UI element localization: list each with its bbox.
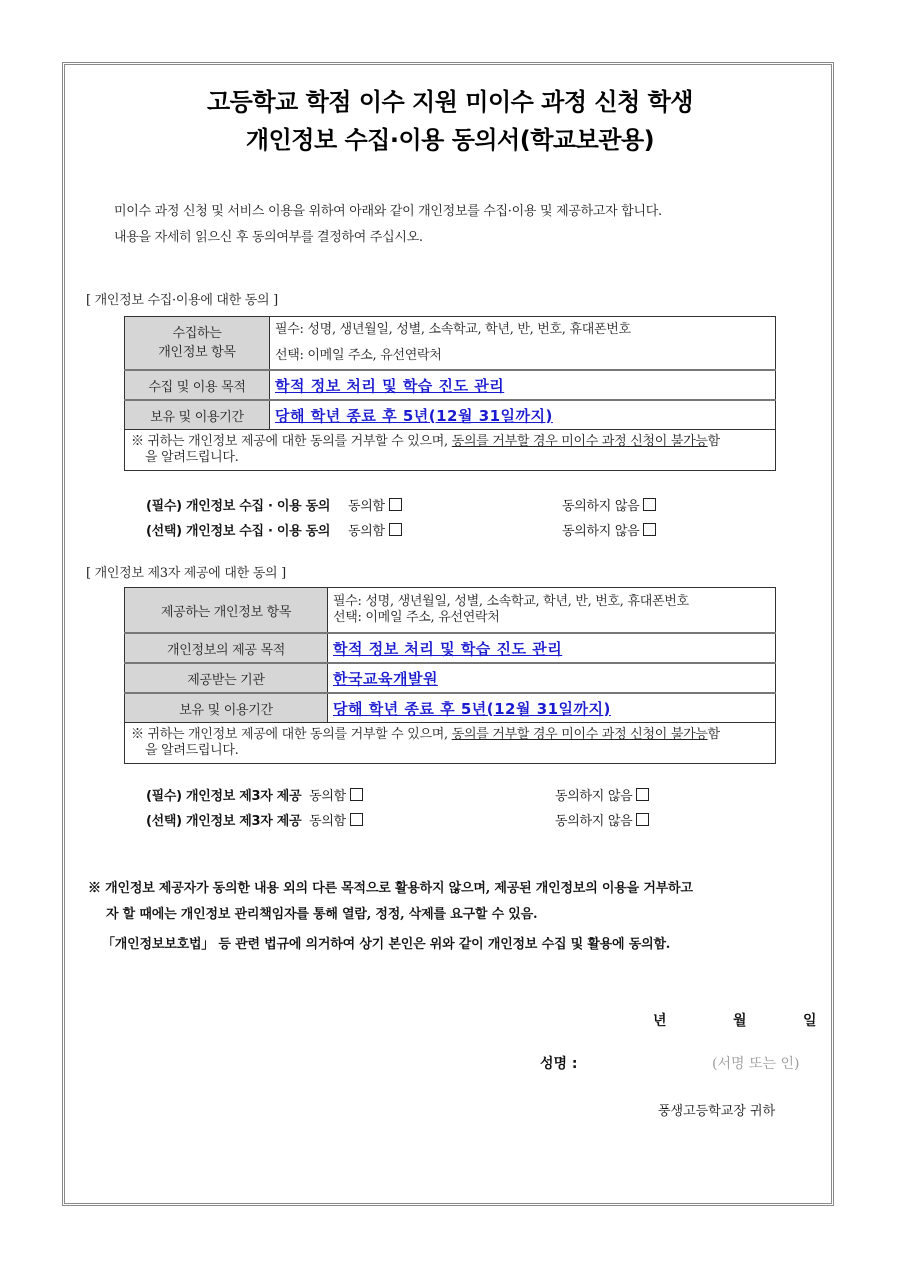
consent-label: (필수) 개인정보 제3자 제공	[146, 789, 302, 804]
date-day-label: 일	[803, 1013, 817, 1029]
disagree-checkbox[interactable]	[643, 523, 656, 536]
table-value-cell	[328, 588, 776, 634]
table-value-cell	[270, 400, 776, 430]
consent-label: (필수) 개인정보 수집 · 이용 동의	[146, 499, 331, 514]
note-underlined-text: 동의를 거부할 경우 미이수 과정 신청이 불가능	[451, 727, 708, 742]
agree-label: 동의함	[348, 524, 385, 539]
third-party-info-table	[124, 587, 776, 764]
consent-label: (선택) 개인정보 제3자 제공	[146, 814, 302, 829]
document-title-line2: 개인정보 수집·이용 동의서(학교보관용)	[245, 126, 655, 154]
note-text: 을 알려드립니다.	[145, 450, 239, 465]
note-text: 을 알려드립니다.	[145, 743, 239, 758]
label-text: 수집하는	[172, 326, 222, 341]
agree-checkbox[interactable]	[350, 788, 363, 801]
name-label: 성명 :	[540, 1056, 578, 1072]
table-value-cell	[270, 317, 776, 371]
agree-label: 동의함	[309, 789, 346, 804]
consent-row-optional-third-party-disagree	[555, 810, 649, 829]
required-items: 필수: 성명, 생년월일, 성별, 소속학교, 학년, 반, 번호, 휴대폰번호	[275, 322, 631, 337]
agree-label: 동의함	[348, 499, 385, 514]
agree-label: 동의함	[309, 814, 346, 829]
date-month-label: 월	[733, 1013, 747, 1029]
consent-row-optional-third-party	[146, 810, 363, 829]
table-label-cell: 보유 및 이용기간	[125, 400, 270, 430]
intro-line1: 미이수 과정 신청 및 서비스 이용을 위하여 아래와 같이 개인정보를 수집·이용 및 제공하고자 합니다.	[114, 204, 662, 219]
consent-row-optional-collection-disagree	[562, 520, 656, 539]
section1-heading: [ 개인정보 수집·이용에 대한 동의 ]	[86, 293, 278, 308]
disagree-checkbox[interactable]	[643, 498, 656, 511]
refusal-note	[125, 723, 776, 764]
consent-label: (선택) 개인정보 수집 · 이용 동의	[146, 524, 331, 539]
table-label-cell: 개인정보의 제공 목적	[125, 633, 328, 663]
consent-row-required-third-party-disagree	[555, 785, 649, 804]
note-text: ※ 귀하는 개인정보 제공에 대한 동의를 거부할 수 있으며,	[131, 434, 452, 449]
consent-row-required-collection	[146, 495, 402, 514]
law-statement: 「개인정보보호법」 등 관련 법규에 의거하여 상기 본인은 위와 같이 개인정보 수집 및 활용에 동의함.	[102, 937, 671, 952]
retention-value: 당해 학년 종료 후 5년(12월 31일까지)	[275, 406, 553, 425]
optional-items: 선택: 이메일 주소, 유선연락처	[333, 610, 500, 625]
date-year-label: 년	[653, 1013, 667, 1029]
note-underlined-text: 동의를 거부할 경우 미이수 과정 신청이 불가능	[451, 434, 708, 449]
table-label-cell: 제공하는 개인정보 항목	[125, 588, 328, 634]
label-text: 개인정보 항목	[158, 345, 236, 360]
table-label-cell: 제공받는 기관	[125, 663, 328, 693]
agree-checkbox[interactable]	[389, 498, 402, 511]
note-text: 함	[707, 434, 720, 449]
purpose-value: 학적 정보 처리 및 학습 진도 관리	[275, 376, 505, 395]
table-value-cell	[328, 633, 776, 663]
consent-row-required-collection-disagree	[562, 495, 656, 514]
intro-line2: 내용을 자세히 읽으신 후 동의여부를 결정하여 주십시오.	[114, 230, 423, 245]
document-title-line1: 고등학교 학점 이수 지원 미이수 과정 신청 학생	[207, 88, 693, 116]
usage-notice	[88, 876, 828, 958]
notice-line2: 자 할 때에는 개인정보 관리책임자를 통해 열람, 정정, 삭제를 요구할 수 있음.	[106, 907, 538, 922]
disagree-label: 동의하지 않음	[562, 524, 640, 539]
note-text: 함	[707, 727, 720, 742]
provision-purpose-value: 학적 정보 처리 및 학습 진도 관리	[333, 639, 563, 658]
consent-row-required-third-party	[146, 785, 363, 804]
required-items: 필수: 성명, 생년월일, 성별, 소속학교, 학년, 반, 번호, 휴대폰번호	[333, 594, 689, 609]
disagree-label: 동의하지 않음	[555, 814, 633, 829]
recipient-value: 한국교육개발원	[333, 669, 438, 688]
addressee: 풍생고등학교장 귀하	[658, 1104, 776, 1119]
consent-row-optional-collection	[146, 520, 402, 539]
agree-checkbox[interactable]	[389, 523, 402, 536]
table-label-cell	[125, 317, 270, 371]
disagree-label: 동의하지 않음	[555, 789, 633, 804]
table-value-cell	[270, 370, 776, 400]
agree-checkbox[interactable]	[350, 813, 363, 826]
collection-info-table	[124, 316, 776, 471]
signature-hint: (서명 또는 인)	[712, 1056, 800, 1072]
optional-items: 선택: 이메일 주소, 유선연락처	[275, 348, 442, 363]
note-text: ※ 귀하는 개인정보 제공에 대한 동의를 거부할 수 있으며,	[131, 727, 452, 742]
table-label-cell: 보유 및 이용기간	[125, 693, 328, 723]
table-label-cell: 수집 및 이용 목적	[125, 370, 270, 400]
refusal-note	[125, 430, 776, 471]
disagree-checkbox[interactable]	[636, 813, 649, 826]
table-value-cell	[328, 663, 776, 693]
retention-value: 당해 학년 종료 후 5년(12월 31일까지)	[333, 699, 611, 718]
disagree-label: 동의하지 않음	[562, 499, 640, 514]
table-value-cell	[328, 693, 776, 723]
disagree-checkbox[interactable]	[636, 788, 649, 801]
section2-heading: [ 개인정보 제3자 제공에 대한 동의 ]	[86, 566, 286, 581]
notice-line1: ※ 개인정보 제공자가 동의한 내용 외의 다른 목적으로 활용하지 않으며, 제공된 개인정보의 이용을 거부하고	[88, 881, 693, 896]
